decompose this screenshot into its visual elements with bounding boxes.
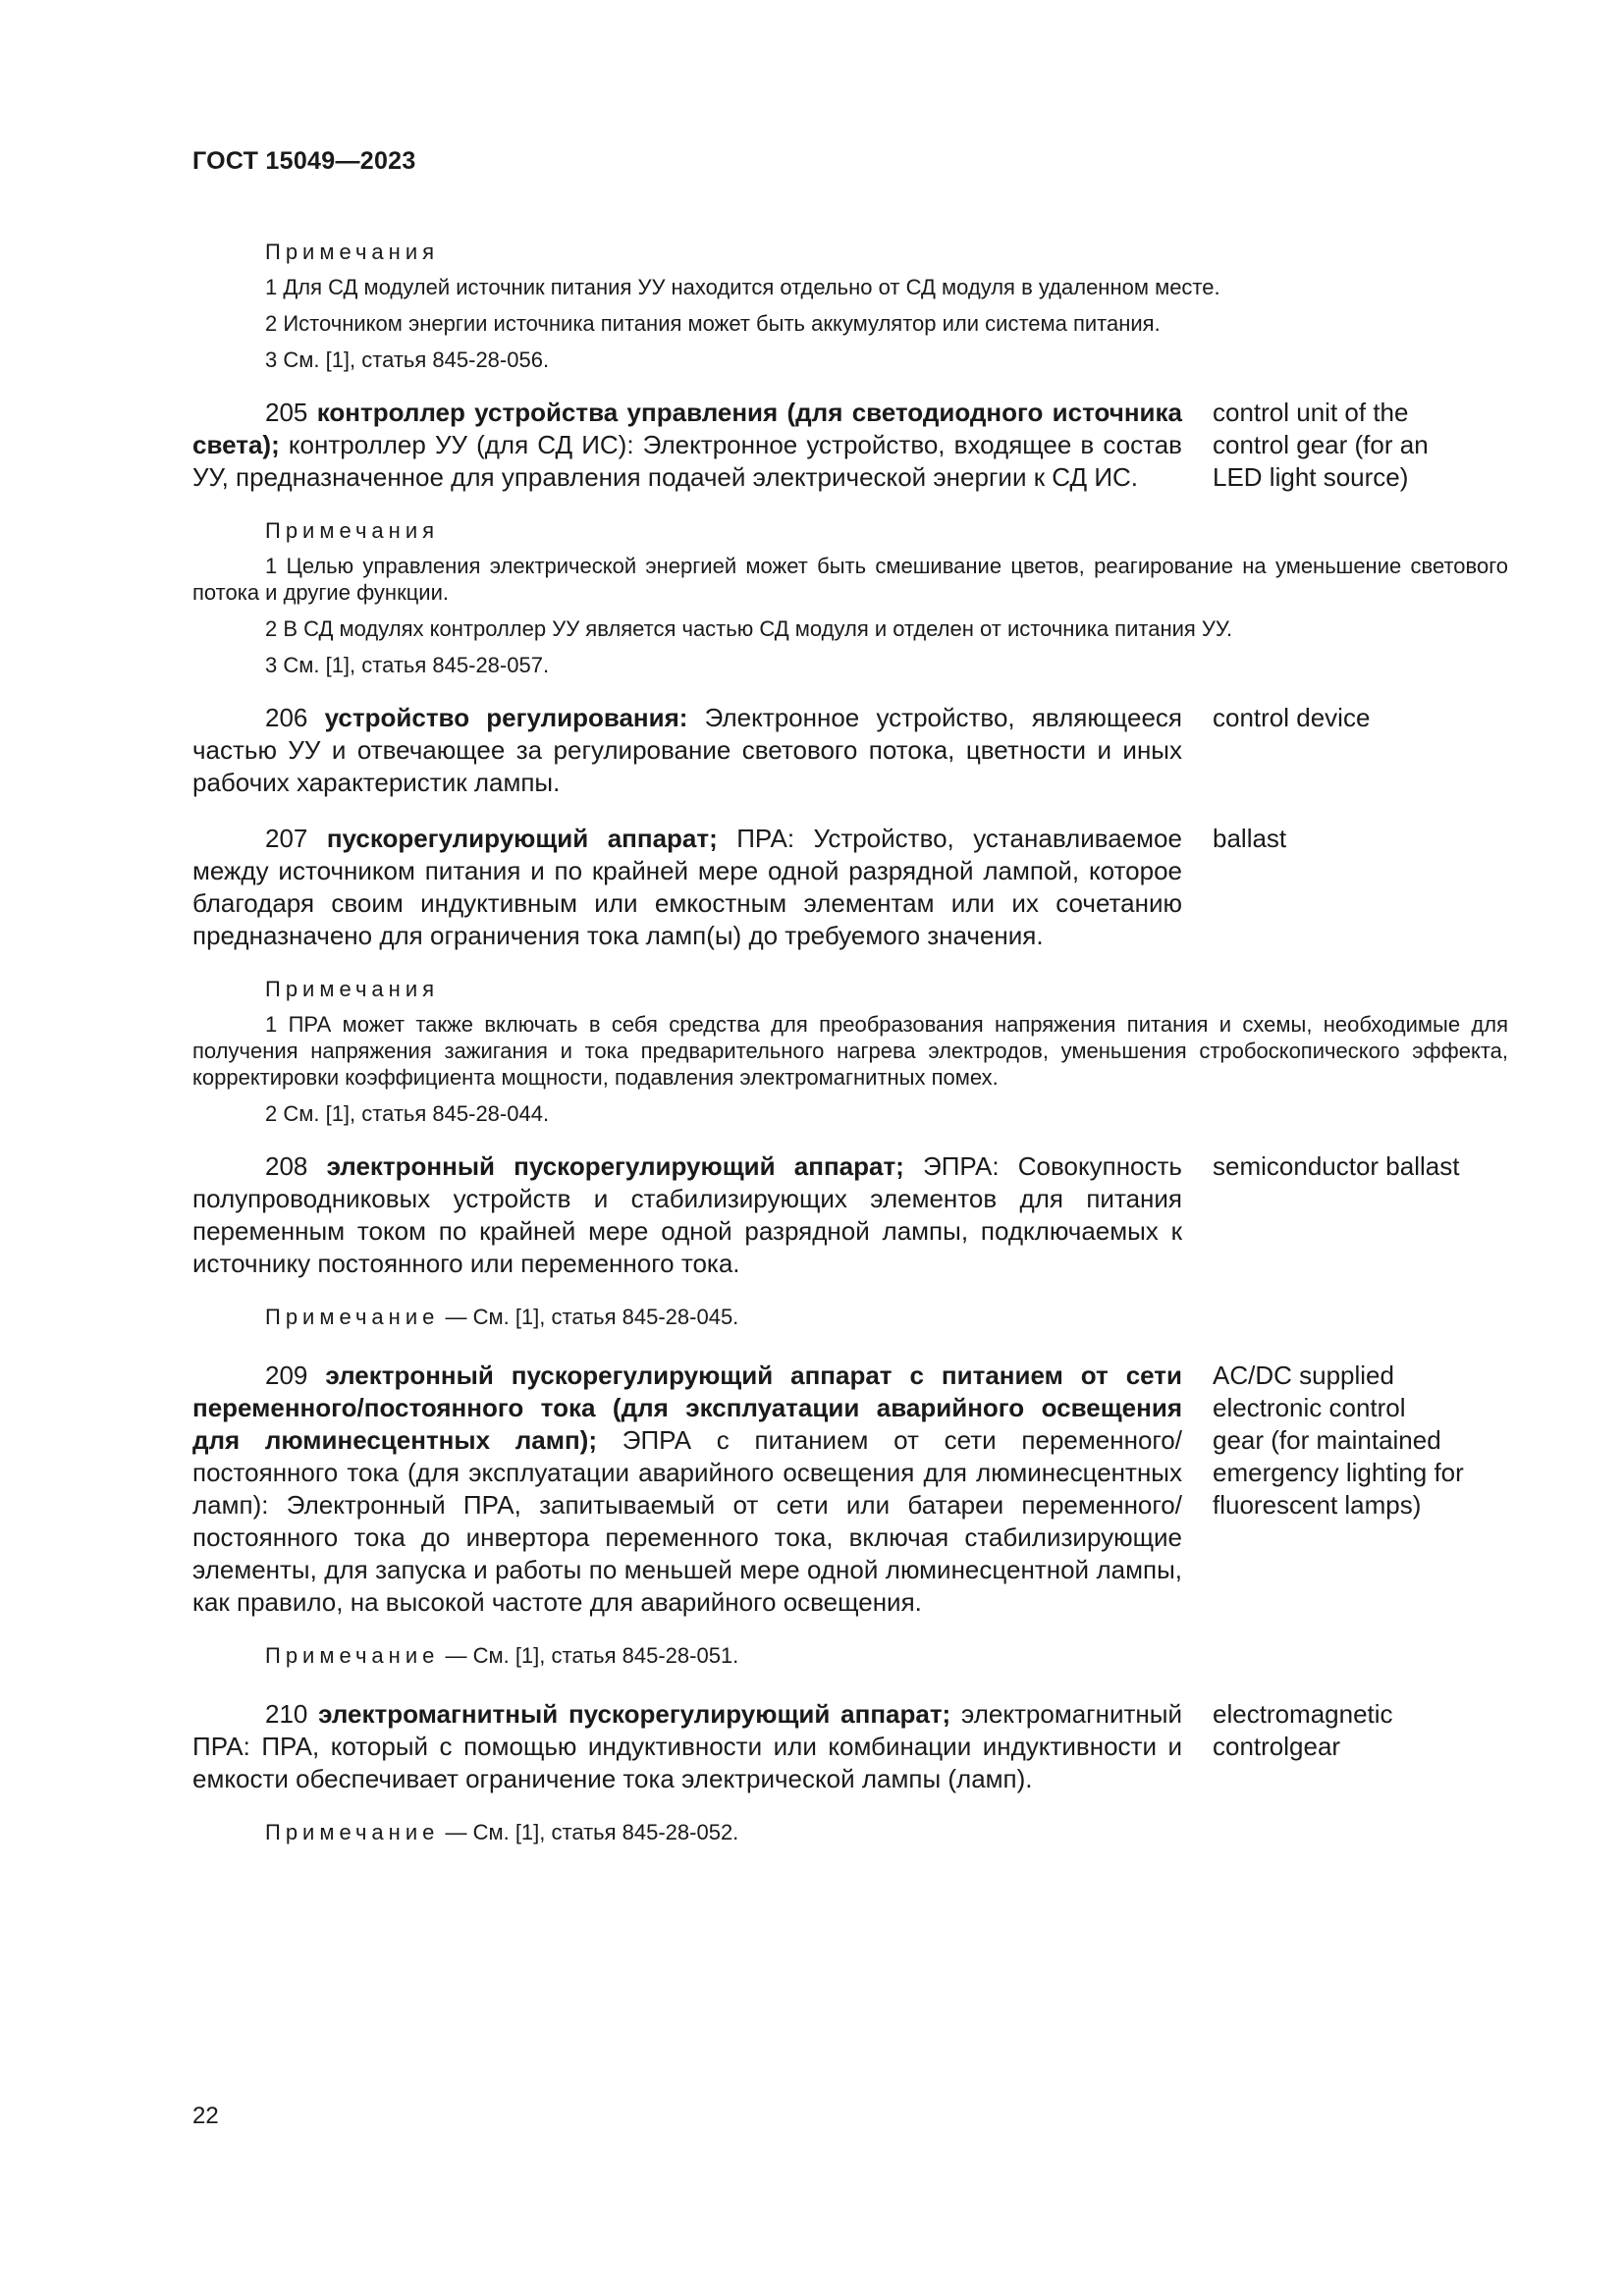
document-header: ГОСТ 15049—2023: [192, 147, 416, 175]
note-text: — См. [1], статья 845-28-052.: [445, 1820, 739, 1844]
term-name: устройство регулирования:: [324, 703, 688, 732]
note-label: Примечание: [265, 1643, 440, 1668]
note: 2 В СД модулях контроллер УУ является частью СД модуля и отделен от источника питания УУ.: [265, 616, 1233, 641]
notes-title: Примечания: [265, 977, 440, 1001]
term-entry-205: [192, 397, 1508, 494]
term-number: 206: [265, 703, 308, 732]
term-definition: [192, 1150, 1182, 1280]
notes-block: [192, 976, 1508, 1127]
term-number: 207: [265, 824, 308, 853]
page-content: [192, 239, 1508, 1875]
note: 2 См. [1], статья 845-28-044.: [265, 1101, 550, 1126]
term-name: пускорегулирующий аппарат;: [326, 824, 718, 853]
notes-block: [192, 239, 1508, 373]
note-text: — См. [1], статья 845-28-051.: [445, 1643, 739, 1668]
term-entry-210: [192, 1698, 1508, 1795]
term-name: электромагнитный пускорегулирующий аппарат;: [318, 1699, 951, 1729]
note-label: Примечание: [265, 1820, 440, 1844]
term-name: электронный пускорегулирующий аппарат с питанием от сети переменного/постоянного тока (для эксплуатации аварийного освещения для люминесцентных ламп);: [192, 1361, 1182, 1455]
single-note: [265, 1819, 1508, 1845]
page-number: 22: [192, 2103, 219, 2129]
term-english: [1213, 1698, 1507, 1795]
term-entry-206: [192, 702, 1508, 799]
english-line: AC/DC supplied: [1213, 1361, 1394, 1390]
english-line: electronic control: [1213, 1393, 1406, 1422]
term-english: [1213, 702, 1507, 799]
term-name: электронный пускорегулирующий аппарат;: [326, 1151, 904, 1181]
english-line: emergency lighting for: [1213, 1458, 1464, 1487]
single-note: [265, 1642, 1508, 1669]
note-label: Примечание: [265, 1305, 440, 1329]
notes-block: [192, 517, 1508, 678]
notes-title: Примечания: [265, 518, 440, 543]
english-line: controlgear: [1213, 1732, 1341, 1761]
note: 1 Целью управления электрической энергией может быть смешивание цветов, реагирование на уменьшение светового потока и другие функции.: [192, 554, 1508, 605]
term-definition: [192, 823, 1182, 952]
term-body: контроллер УУ (для СД ИС): Электронное устройство, входящее в состав УУ, предназначенное для управления подачей электрической энергии к СД ИС.: [192, 430, 1182, 492]
term-entry-208: [192, 1150, 1508, 1280]
english-line: gear (for maintained: [1213, 1425, 1441, 1455]
term-body: ЭПРА: Совокупность полупроводниковых устройств и стабилизирующих элементов для питания переменным током по крайней мере одной разрядной лампы, подключаемых к источнику постоянного или переменного тока.: [192, 1151, 1182, 1278]
english-line: semiconductor ballast: [1213, 1151, 1460, 1181]
note-text: — См. [1], статья 845-28-045.: [445, 1305, 739, 1329]
note: 1 ПРА может также включать в себя средства для преобразования напряжения питания и схемы, необходимые для получения напряжения зажигания и тока предварительного нагрева электродов, уменьшения стробоскопического эффекта, корректировки коэффициента мощности, подавления электромагнитных помех.: [192, 1012, 1508, 1090]
term-english: [1213, 397, 1507, 494]
english-line: electromagnetic: [1213, 1699, 1393, 1729]
note: 3 См. [1], статья 845-28-056.: [265, 347, 550, 372]
term-entry-207: [192, 823, 1508, 952]
term-number: 209: [265, 1361, 308, 1390]
term-name: контроллер устройства управления (для светодиодного источника света);: [192, 398, 1182, 459]
english-line: control device: [1213, 703, 1371, 732]
term-definition: [192, 397, 1182, 494]
term-definition: [192, 702, 1182, 799]
term-definition: [192, 1360, 1182, 1619]
english-line: LED light source): [1213, 462, 1409, 492]
term-body: электромагнитный ПРА: ПРА, который с помощью индуктивности или комбинации индуктивности и емкости обеспечивает ограничение тока электрической лампы (ламп).: [192, 1699, 1182, 1793]
term-definition: [192, 1698, 1182, 1795]
term-body: ПРА: Устройство, устанавливаемое между источником питания и по крайней мере одной разрядной лампой, которое благодаря своим индуктивным или емкостным элементам или их сочетанию предназначено для ограничения тока ламп(ы) до требуемого значения.: [192, 824, 1182, 950]
term-body: Электронное устройство, являющееся частью УУ и отвечающее за регулирование светового потока, цветности и иных рабочих характеристик лампы.: [192, 703, 1182, 797]
english-line: ballast: [1213, 824, 1287, 853]
note: 3 См. [1], статья 845-28-057.: [265, 653, 550, 677]
single-note: [265, 1304, 1508, 1330]
notes-title: Примечания: [265, 240, 440, 264]
term-body: ЭПРА с питанием от сети переменного/постоянного тока (для эксплуатации аварийного освещения для люминесцентных ламп): Электронный ПРА, запитываемый от сети или батареи переменного/постоянного тока до инвертора переменного тока, включая стабилизирующие элементы, для запуска и работы по меньшей мере одной люминесцентной лампы, как правило, на высокой частоте для аварийного освещения.: [192, 1425, 1182, 1617]
term-english: [1213, 1150, 1507, 1280]
note: 1 Для СД модулей источник питания УУ находится отдельно от СД модуля в удаленном месте.: [265, 275, 1220, 299]
term-number: 210: [265, 1699, 308, 1729]
note: 2 Источником энергии источника питания может быть аккумулятор или система питания.: [265, 311, 1161, 336]
term-english: [1213, 823, 1507, 952]
term-english: [1213, 1360, 1507, 1619]
term-number: 208: [265, 1151, 308, 1181]
english-line: fluorescent lamps): [1213, 1490, 1422, 1520]
english-line: control unit of the: [1213, 398, 1409, 427]
term-number: 205: [265, 398, 308, 427]
term-entry-209: [192, 1360, 1508, 1619]
english-line: control gear (for an: [1213, 430, 1429, 459]
